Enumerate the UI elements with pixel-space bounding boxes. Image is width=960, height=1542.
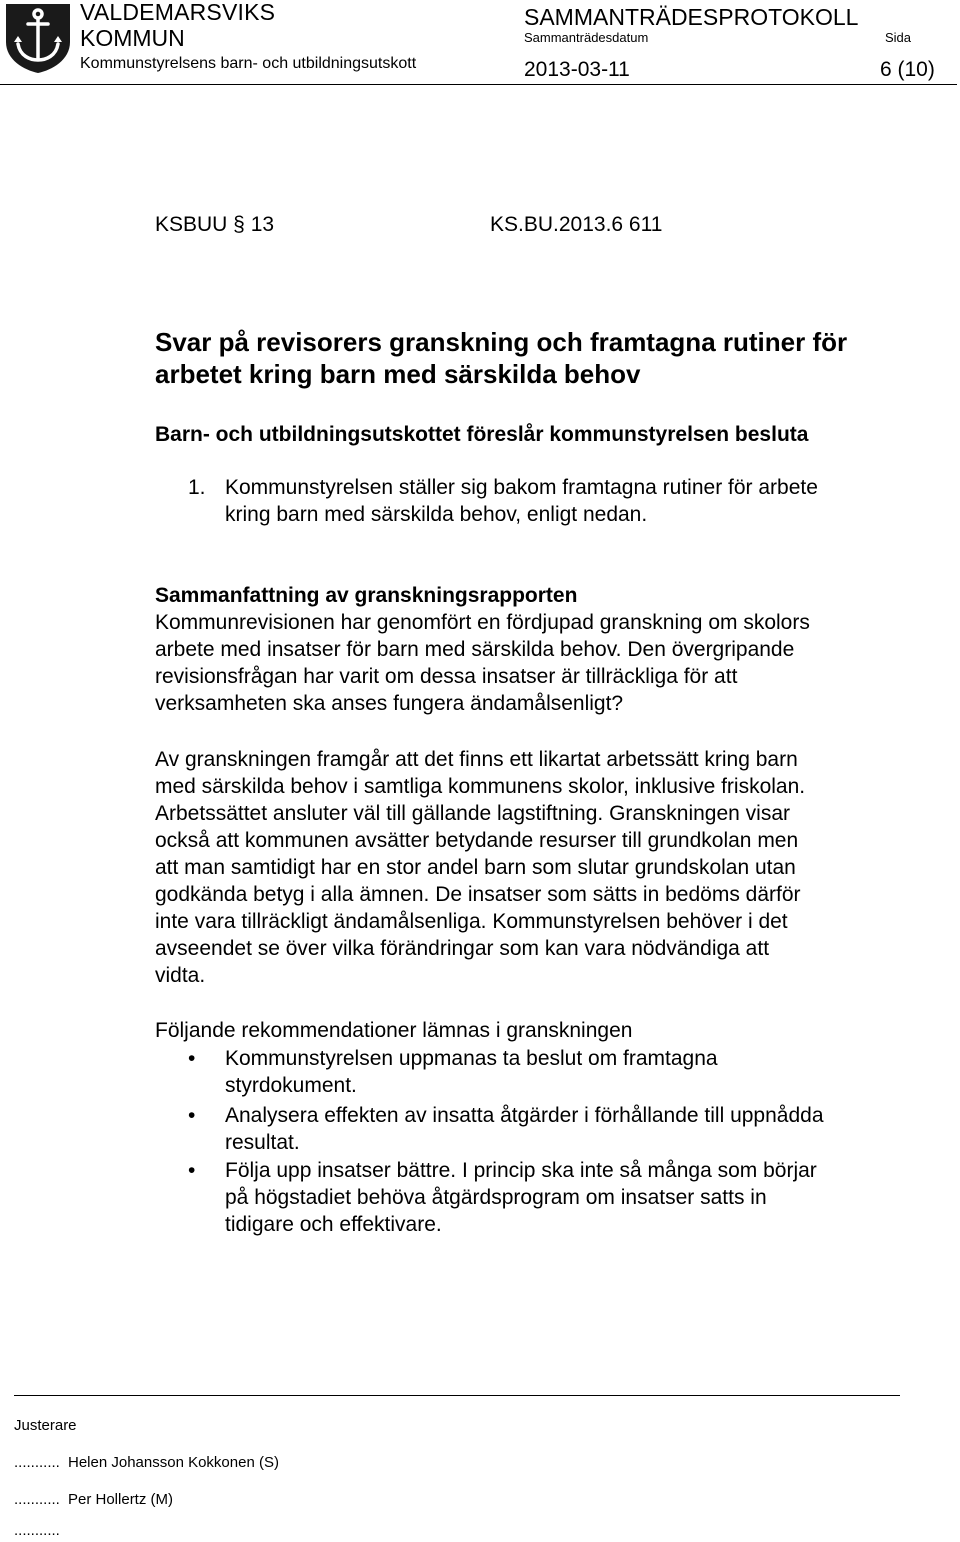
findings-paragraph [155, 746, 915, 989]
text-line: Analysera effekten av insatta åtgärder i förhållande till uppnådda [225, 1104, 824, 1127]
page-number: 6 (10) [880, 58, 935, 81]
anchor-crest-icon [4, 2, 72, 74]
text-line: Kommunrevisionen har genomfört en fördjupad granskning om skolors [155, 611, 810, 634]
title-line: Svar på revisorers granskning och framtagna rutiner för [155, 327, 848, 357]
text-line: på högstadiet behöva åtgärdsprogram om insatser satts in [225, 1186, 767, 1209]
list-item [225, 1102, 915, 1156]
signature-line: ........... [14, 1522, 60, 1539]
text-line: revisionsfrågan har varit om dessa insatser är tillräckliga för att [155, 665, 738, 688]
text-line: styrdokument. [225, 1074, 357, 1097]
paragraph-reference: KSBUU § 13 [155, 213, 275, 236]
text-line: tidigare och effektivare. [225, 1213, 442, 1236]
document-type: SAMMANTRÄDESPROTOKOLL [524, 4, 859, 30]
decision-text [225, 474, 915, 528]
header-divider [0, 84, 957, 85]
text-line: avseendet se över vilka förändringar som kan vara nödvändiga att [155, 937, 770, 960]
meeting-date: 2013-03-11 [524, 58, 630, 81]
text-line: godkända betyg i alla ämnen. De insatser som sätts in bedöms därför [155, 883, 801, 906]
bullet-icon: • [188, 1159, 196, 1182]
signature-line: ........... [14, 1454, 60, 1471]
text-line: verksamheten ska anses fungera ändamålsenligt? [155, 692, 624, 715]
list-item [225, 1157, 915, 1238]
proposal-heading: Barn- och utbildningsutskottet föreslår kommunstyrelsen besluta [155, 423, 809, 446]
text-line: Följa upp insatser bättre. I princip ska inte så många som börjar [225, 1159, 817, 1182]
signature-line: ........... [14, 1491, 60, 1508]
page-label: Sida [885, 30, 912, 45]
summary-heading: Sammanfattning av granskningsrapporten [155, 584, 578, 607]
title-line: arbetet kring barn med särskilda behov [155, 359, 641, 389]
date-label: Sammanträdesdatum [524, 30, 649, 45]
bullet-icon: • [188, 1047, 196, 1070]
case-number: KS.BU.2013.6 611 [490, 213, 663, 236]
summary-paragraph [155, 609, 915, 717]
decision-number: 1. [188, 476, 206, 499]
text-line: kring barn med särskilda behov, enligt nedan. [225, 503, 648, 526]
text-line: vidta. [155, 964, 206, 987]
text-line: också att kommunen avsätter betydande resurser till grundkolan men [155, 829, 799, 852]
footer-label: Justerare [14, 1417, 77, 1434]
org-subtitle: Kommunstyrelsens barn- och utbildningsutskott [80, 55, 417, 72]
bullet-icon: • [188, 1104, 196, 1127]
signatory-name: Per Hollertz (M) [68, 1491, 174, 1508]
footer-divider [14, 1395, 900, 1396]
page-title [155, 326, 915, 390]
org-name: VALDEMARSVIKS [80, 0, 276, 25]
org-name-line2: KOMMUN [80, 25, 185, 51]
text-line: arbete med insatser för barn med särskilda behov. Den övergripande [155, 638, 795, 661]
recommendations-intro: Följande rekommendationer lämnas i granskningen [155, 1019, 633, 1042]
list-item [225, 1045, 915, 1099]
text-line: resultat. [225, 1131, 300, 1154]
text-line: Av granskningen framgår att det finns ett likartat arbetssätt kring barn [155, 748, 798, 771]
signatory-name: Helen Johansson Kokkonen (S) [68, 1454, 279, 1471]
text-line: Kommunstyrelsen ställer sig bakom framtagna rutiner för arbete [225, 476, 818, 499]
text-line: Arbetssättet ansluter väl till gällande lagstiftning. Granskningen visar [155, 802, 791, 825]
text-line: inte vara tillräckligt ändamålsenliga. Kommunstyrelsen behöver i det [155, 910, 788, 933]
text-line: att man samtidigt har en stor andel barn som slutar grundskolan utan [155, 856, 796, 879]
text-line: med särskilda behov i samtliga kommunens skolor, inklusive friskolan. [155, 775, 806, 798]
text-line: Kommunstyrelsen uppmanas ta beslut om framtagna [225, 1047, 718, 1070]
